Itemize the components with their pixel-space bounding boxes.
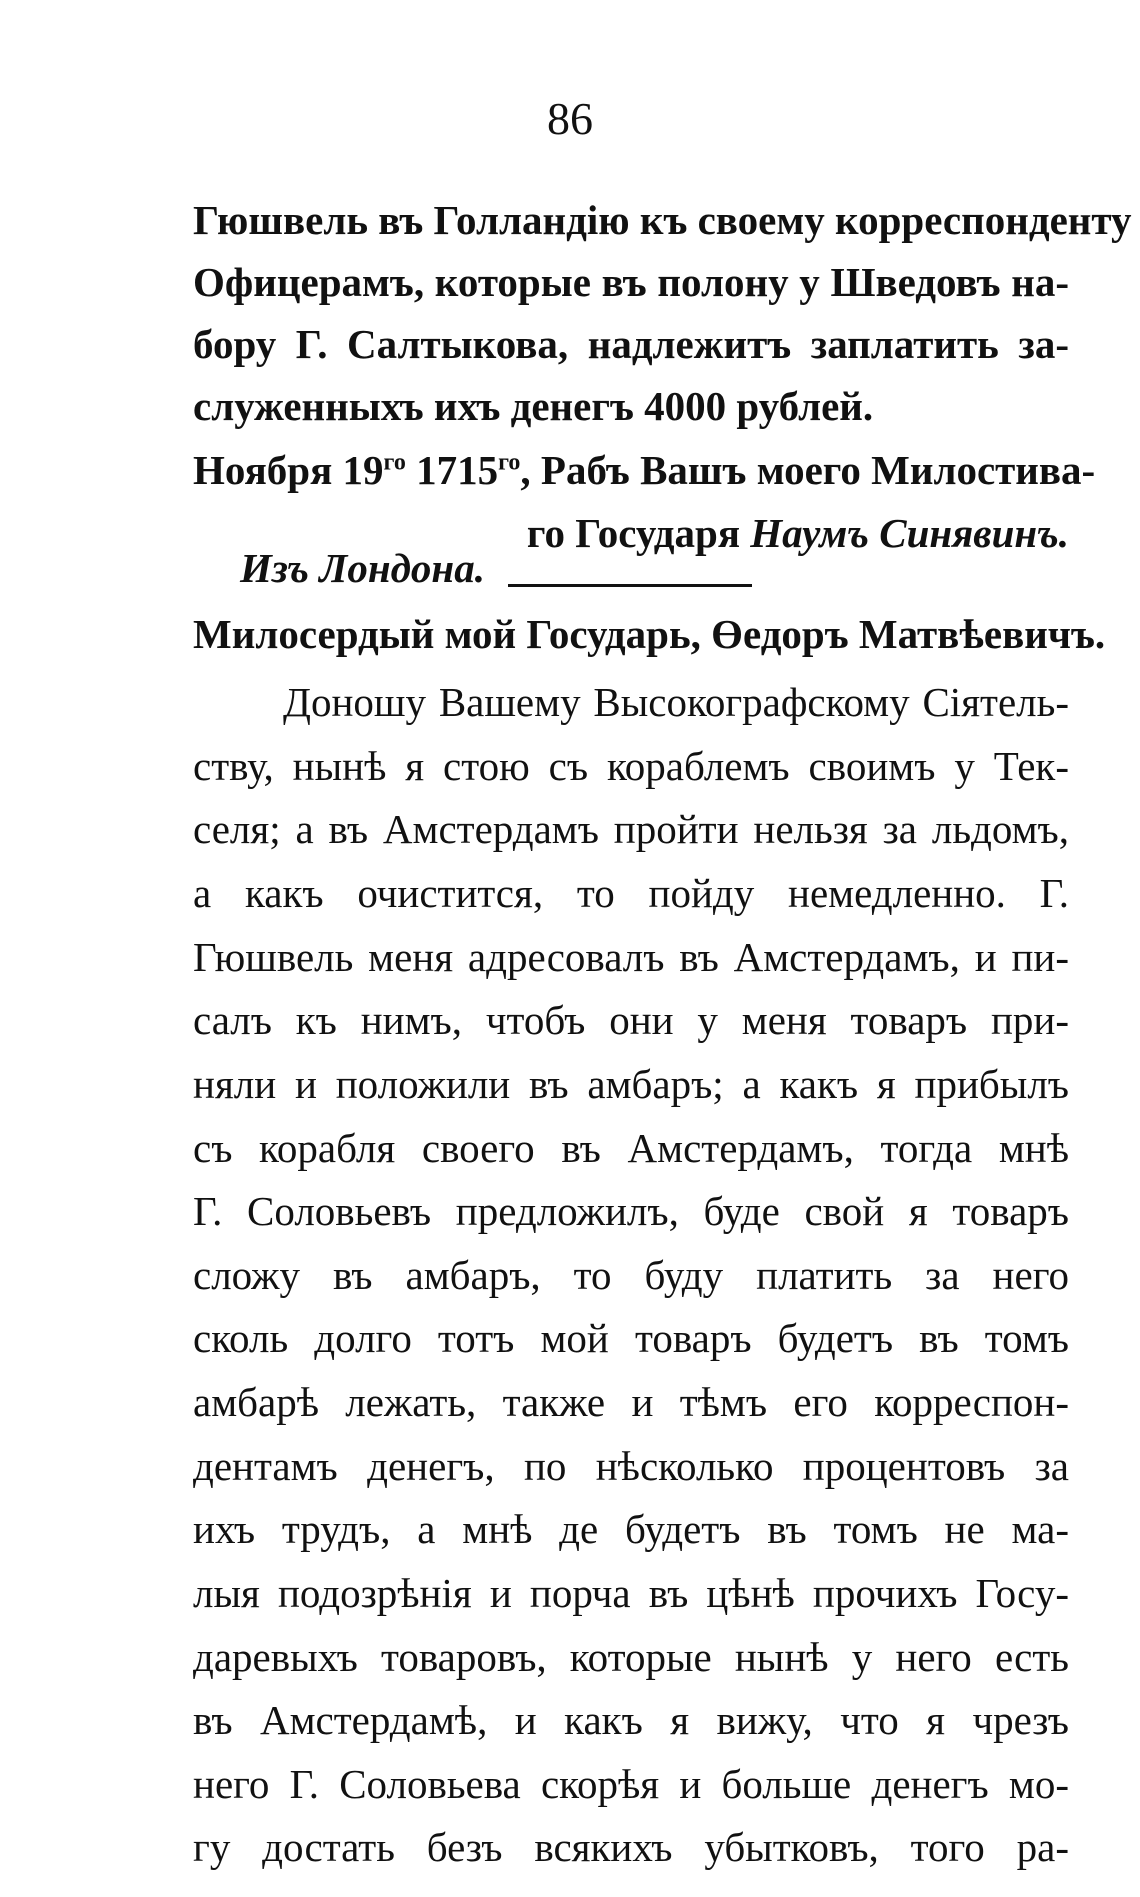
text-line: Гюшвель меня адресовалъ въ Амстердамъ, и пи- (193, 934, 1069, 980)
letter-origin: Изъ Лондона. (240, 545, 485, 591)
date-closing: , Рабъ Вашъ моего Милостива- (520, 447, 1096, 493)
text-line: него Г. Соловьева скорѣя и больше денегъ мо- (193, 1761, 1069, 1807)
text-line: въ Амстердамѣ, и какъ я вижу, что я чрезъ (193, 1697, 1069, 1743)
text-line: Г. Соловьевъ предложилъ, буде свой я товаръ (193, 1188, 1069, 1234)
date-line (193, 447, 1096, 493)
text-line: сколь долго тотъ мой товаръ будетъ въ томъ (193, 1315, 1069, 1361)
text-line: лыя подозрѣнія и порча въ цѣнѣ прочихъ Госу- (193, 1570, 1069, 1616)
text-line: сложу въ амбаръ, то буду платить за него (193, 1252, 1069, 1298)
text-line: гу достать безъ всякихъ убытковъ, того ра- (193, 1824, 1069, 1870)
date-year: 1715 (405, 447, 499, 493)
text-line: салъ къ нимъ, чтобъ они у меня товаръ при- (193, 997, 1069, 1043)
text-line: ству, нынѣ я стою съ кораблемъ своимъ у Тек- (193, 743, 1069, 789)
signature-name: Наумъ Синявинъ. (750, 510, 1069, 556)
text-line: бору Г. Салтыкова, надлежитъ заплатить за- (193, 321, 1069, 367)
text-line: съ корабля своего въ Амстердамъ, тогда мнѣ (193, 1125, 1069, 1171)
text-line: няли и положили въ амбаръ; а какъ я прибылъ (193, 1061, 1069, 1107)
date-text: Ноября 19 (193, 447, 384, 493)
date-superscript: го (498, 449, 521, 476)
text-line: даревыхъ товаровъ, которые нынѣ у него есть (193, 1634, 1069, 1680)
section-divider (508, 584, 752, 587)
signature-prefix: го Государя (526, 510, 751, 556)
text-line: дентамъ денегъ, по нѣсколько процентовъ за (193, 1443, 1069, 1489)
text-line: служенныхъ ихъ денегъ 4000 рублей. (193, 383, 874, 429)
text-line: амбарѣ лежать, также и тѣмъ его корреспон- (193, 1379, 1069, 1425)
date-superscript: го (383, 449, 406, 476)
text-line: Доношу Вашему Высокографскому Сіятель- (283, 679, 1069, 725)
page-number: 86 (547, 93, 593, 144)
text-line: а какъ очистится, то пойду немедленно. Г. (193, 870, 1069, 916)
text-line: селя; а въ Амстердамъ пройти нельзя за льдомъ, (193, 806, 1069, 852)
text-line: Офицерамъ, которые въ полону у Шведовъ на- (193, 259, 1069, 305)
text-line: ихъ трудъ, а мнѣ де будетъ въ томъ не ма- (193, 1506, 1069, 1552)
text-line: Гюшвель въ Голландію къ своему корреспонденту (193, 197, 1132, 243)
salutation: Милосердый мой Государь, Өедоръ Матвѣевичъ. (193, 611, 1106, 657)
